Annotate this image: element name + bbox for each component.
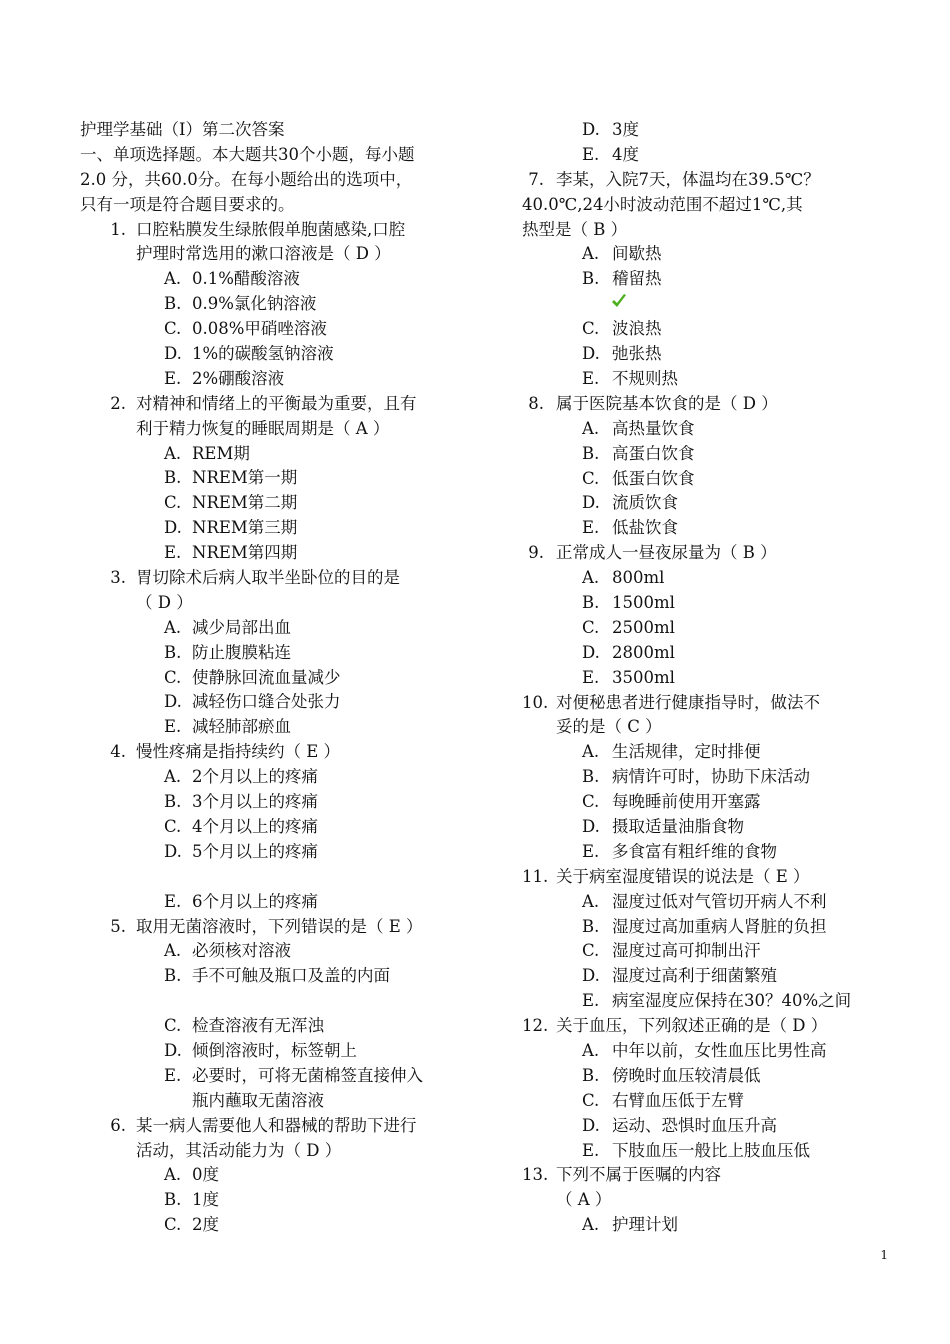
blank-line [80,989,470,1014]
option [522,591,892,616]
section-heading-line-3: 只有一项是符合题目要求的。 [80,194,295,214]
option-letter: C. [164,816,182,836]
question-text: 妥的是（ C ） [556,717,662,737]
option [522,1139,892,1164]
option-letter: B. [582,443,600,463]
option-text: 使静脉回流血量减少 [192,667,341,687]
option-letter: A. [164,941,182,961]
question [522,691,892,741]
option-letter: A. [582,418,600,438]
question-text: 关于血压，下列叙述正确的是（ D ） [556,1016,828,1036]
option [80,666,470,691]
option [80,1064,470,1089]
question-number: 13. [522,1165,549,1185]
option-text: 高热量饮食 [612,418,695,438]
option [522,740,892,765]
option-text: 1度 [192,1190,219,1210]
question-text: 口腔粘膜发生绿脓假单胞菌感染,口腔 [136,219,406,239]
question-number: 3. [110,568,126,588]
option [80,317,470,342]
option-text: 0.1%醋酸溶液 [192,269,300,289]
option-text: 2800ml [612,642,675,662]
option-text: 减轻肺部瘀血 [192,717,291,737]
option [80,840,470,865]
option-letter: A. [582,1215,600,1235]
option-letter: B. [582,767,600,787]
option-text: 下肢血压一般比上肢血压低 [612,1140,810,1160]
option-text: 湿度过高可抑制出汗 [612,941,761,961]
option-letter: A. [582,742,600,762]
option-text: 弛张热 [612,344,662,364]
option-letter: D. [582,344,600,364]
question-number: 11. [522,866,549,886]
option [522,118,892,143]
option-text: 高蛋白饮食 [612,443,695,463]
question-text: 关于病室湿度错误的说法是（ E ） [556,866,810,886]
option [80,765,470,790]
question [522,392,892,417]
option-letter: B. [582,916,600,936]
option-letter: A. [582,1041,600,1061]
question-text: 下列不属于医嘱的内容 [556,1165,721,1185]
question-text: 正常成人一昼夜尿量为（ B ） [556,543,777,563]
option-text: 湿度过高加重病人肾脏的负担 [612,916,827,936]
question [522,1163,892,1213]
question-number: 10. [522,692,549,712]
option-letter: E. [582,518,600,538]
left-column [80,118,470,1238]
option-text: NREM第一期 [192,468,298,488]
option-letter: E. [164,368,182,388]
option-text: 2个月以上的疼痛 [192,767,318,787]
question-text: （ D ） [136,592,193,612]
option-letter: A. [582,891,600,911]
option-letter: B. [164,966,182,986]
option [80,491,470,516]
option [522,666,892,691]
question-text: 热型是（ B ） [522,219,628,239]
option-text: 0度 [192,1165,219,1185]
option-letter: C. [582,468,600,488]
option [522,915,892,940]
option-continuation [80,1089,470,1114]
option-letter: B. [164,294,182,314]
option-letter: B. [164,792,182,812]
option-letter: E. [582,667,600,687]
option-letter: D. [582,642,600,662]
option-text: 减少局部出血 [192,617,291,637]
option [80,641,470,666]
option-letter: E. [582,841,600,861]
option [80,616,470,641]
option-letter: A. [164,1165,182,1185]
option-letter: C. [164,1016,182,1036]
option-letter: D. [164,518,182,538]
option-letter: C. [164,667,182,687]
question [522,865,892,890]
option-text: 傍晚时血压较清晨低 [612,1065,761,1085]
option-letter: D. [582,966,600,986]
option [80,890,470,915]
option-text: 运动、恐惧时血压升高 [612,1115,777,1135]
option-letter: D. [582,1115,600,1135]
option-text: 3度 [612,120,639,139]
option-text: 右臂血压低于左臂 [612,1090,744,1110]
option-text: 倾倒溶液时，标签朝上 [192,1040,357,1060]
option-text: 2%硼酸溶液 [192,368,285,388]
document-title: 护理学基础（I）第二次答案 [80,120,285,139]
question-number: 12. [522,1016,549,1036]
option-text: 稽留热 [612,269,662,289]
option [522,367,892,392]
option-text: 低盐饮食 [612,518,678,538]
question-text: 活动，其活动能力为（ D ） [136,1140,342,1160]
question-number: 9. [528,543,544,563]
option [80,267,470,292]
option-text: 生活规律，定时排便 [612,742,761,762]
option-letter: B. [582,592,600,612]
option [80,1163,470,1188]
option [522,815,892,840]
option [522,342,892,367]
option [80,939,470,964]
option [522,491,892,516]
option-text: 2度 [192,1215,219,1235]
question-text: 护理时常选用的漱口溶液是（ D ） [136,244,391,264]
question-text: 取用无菌溶液时，下列错误的是（ E ） [136,916,423,936]
question [522,168,892,193]
question-text: 李某，入院7天，体温均在39.5℃？ [556,169,820,189]
option-letter: A. [164,617,182,637]
option-letter: E. [164,543,182,563]
option-text: 1%的碳酸氢钠溶液 [192,344,334,364]
option-text: 病情许可时，协助下床活动 [612,767,810,787]
option-text: 流质饮食 [612,493,678,513]
option-text: 不规则热 [612,368,678,388]
question-number: 6. [110,1115,126,1135]
option-text: 间歇热 [612,244,662,264]
question [80,915,470,940]
option [522,242,892,267]
option [522,964,892,989]
option-text: 中年以前，女性血压比男性高 [612,1041,827,1061]
option [80,1014,470,1039]
option-text: 4个月以上的疼痛 [192,816,318,836]
option [80,342,470,367]
option-text: 波浪热 [612,319,662,339]
check-icon-glyph [610,292,628,310]
question [80,566,470,616]
option-text: NREM第二期 [192,493,298,513]
option [522,790,892,815]
option-text: 3500ml [612,667,675,687]
question-text: 利于精力恢复的睡眠周期是（ A ） [136,418,390,438]
question-text: 属于医院基本饮食的是（ D ） [556,393,778,413]
option [80,964,470,989]
option-letter: D. [582,120,600,139]
option-text: 防止腹膜粘连 [192,642,291,662]
question-number: 8. [528,393,544,413]
question-number: 2. [110,393,126,413]
option-text: 手不可触及瓶口及盖的内面 [192,966,390,986]
option-text: 湿度过高利于细菌繁殖 [612,966,777,986]
question-text: 40.0℃,24小时波动范围不超过1℃,其 [522,194,803,214]
option-text: REM期 [192,443,250,463]
option-letter: E. [582,368,600,388]
option [80,690,470,715]
question [80,392,470,442]
option-letter: B. [582,269,600,289]
option [522,467,892,492]
option-letter: E. [582,1140,600,1160]
option [522,1089,892,1114]
question-text: 某一病人需要他人和器械的帮助下进行 [136,1115,417,1135]
option [522,939,892,964]
option [522,989,892,1014]
option [522,765,892,790]
option-letter: C. [582,941,600,961]
option-letter: C. [164,319,182,339]
option-text: 3个月以上的疼痛 [192,792,318,812]
option-text: 每晚睡前使用开塞露 [612,792,761,812]
option-text: 必须核对溶液 [192,941,291,961]
option-text: 0.08%甲硝唑溶液 [192,319,327,339]
option-text: 湿度过低对气管切开病人不利 [612,891,827,911]
section-heading-line-1: 一、单项选择题。本大题共30个小题，每小题 [80,144,415,164]
option [522,1039,892,1064]
option [80,1213,470,1238]
question-number: 7. [528,169,544,189]
option [80,1188,470,1213]
option [522,1114,892,1139]
option-text: 瓶内蘸取无菌溶液 [192,1090,324,1110]
option-letter: E. [582,991,600,1011]
option [80,790,470,815]
option [80,292,470,317]
option-text: 必要时，可将无菌棉签直接伸入 [192,1065,423,1085]
question [522,541,892,566]
option-text: 5个月以上的疼痛 [192,841,318,861]
question [80,1114,470,1164]
option-letter: A. [582,568,600,588]
option-letter: B. [164,468,182,488]
option-letter: A. [164,269,182,289]
question-number: 5. [110,916,126,936]
option-text: 6个月以上的疼痛 [192,891,318,911]
option-letter: D. [164,344,182,364]
option [80,541,470,566]
option [522,317,892,342]
option-letter: B. [164,642,182,662]
question-number: 4. [110,742,126,762]
option [80,715,470,740]
option-text: 1500ml [612,592,675,612]
option-text: 减轻伤口缝合处张力 [192,692,341,712]
option [522,890,892,915]
option-text: 护理计划 [612,1215,678,1235]
check-icon [522,292,892,317]
option-letter: D. [164,1040,182,1060]
option [80,516,470,541]
question-text: 胃切除术后病人取半坐卧位的目的是 [136,568,400,588]
question-text: 对便秘患者进行健康指导时，做法不 [556,692,820,712]
option-text: 检查溶液有无浑浊 [192,1016,324,1036]
option-text: 病室湿度应保持在30？40%之间 [612,991,852,1011]
option-text: NREM第四期 [192,543,298,563]
option-letter: A. [164,767,182,787]
page-number: 1 [880,1248,888,1262]
question [80,740,470,765]
option [522,641,892,666]
option-letter: C. [582,1090,600,1110]
option [522,267,892,292]
option-letter: D. [582,493,600,513]
option [522,840,892,865]
option-letter: E. [164,1065,182,1085]
option-text: 800ml [612,568,665,588]
option-letter: D. [582,816,600,836]
option [522,616,892,641]
option-text: 0.9%氯化钠溶液 [192,294,317,314]
option [80,815,470,840]
option [522,143,892,168]
option-letter: D. [164,692,182,712]
option-letter: E. [164,717,182,737]
blank-line [80,865,470,890]
option-letter: C. [164,1215,182,1235]
question [522,1014,892,1039]
option [80,442,470,467]
option-letter: E. [164,891,182,911]
option-text: NREM第三期 [192,518,298,538]
option [80,1039,470,1064]
option [522,1213,892,1238]
question [80,218,470,268]
option-letter: B. [582,1065,600,1085]
option-text: 4度 [612,144,639,164]
right-column [522,118,892,1238]
option-letter: A. [164,443,182,463]
question-text: （ A ） [556,1190,612,1210]
question-text: 对精神和情绪上的平衡最为重要，且有 [136,393,417,413]
option-text: 低蛋白饮食 [612,468,695,488]
question-text: 慢性疼痛是指持续约（ E ） [136,742,341,762]
option-letter: C. [164,493,182,513]
question-number: 1. [110,219,126,239]
option-letter: D. [164,841,182,861]
option-letter: C. [582,792,600,812]
option-letter: E. [582,144,600,164]
option [522,442,892,467]
option-text: 摄取适量油脂食物 [612,816,744,836]
option-text: 2500ml [612,617,675,637]
option-letter: C. [582,617,600,637]
option-letter: A. [582,244,600,264]
option [80,466,470,491]
option [80,367,470,392]
option [522,516,892,541]
option [522,1064,892,1089]
option [522,566,892,591]
option [522,417,892,442]
section-heading-line-2: 2.0 分，共60.0分。在每小题给出的选项中， [80,169,413,189]
option-letter: B. [164,1190,182,1210]
option-text: 多食富有粗纤维的食物 [612,841,777,861]
option-letter: C. [582,319,600,339]
